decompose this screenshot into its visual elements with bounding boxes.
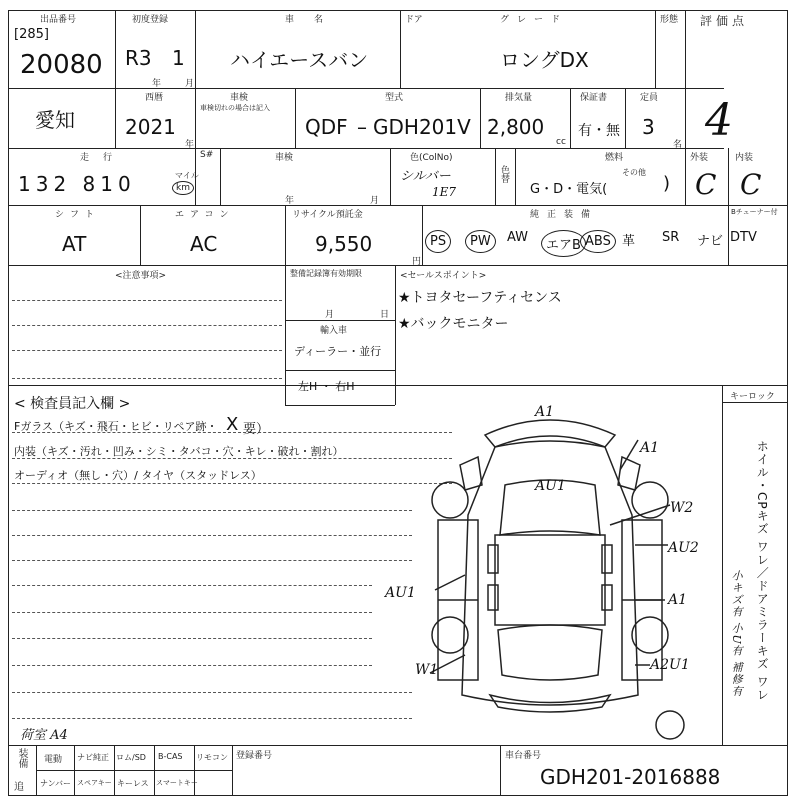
year-unit3: 年: [285, 196, 295, 206]
reg-label: 登録番号: [236, 751, 273, 761]
rule: [728, 148, 729, 205]
notes-line: [12, 325, 282, 326]
notes-line: [12, 378, 282, 379]
equipment-item: AW: [507, 230, 529, 245]
inspector-glass: Fガラス（キズ・飛石・ヒビ・リペア跡・: [14, 420, 218, 433]
rule: [232, 745, 233, 796]
lot-sub: [285]: [14, 27, 49, 42]
rule: [515, 148, 516, 205]
footer-item: ナンバー: [40, 779, 72, 788]
footer-item: スペアキー: [77, 779, 112, 787]
year-unit2: 年: [185, 140, 195, 150]
rule: [722, 402, 788, 403]
damage-label: AU1: [535, 478, 566, 494]
lot-label: 出品番号: [40, 15, 77, 25]
rule: [685, 10, 686, 205]
rule: [74, 745, 75, 796]
bottom-note: 荷室 A4: [20, 728, 68, 743]
inspector-glass-mark: X: [226, 414, 239, 435]
rule: [8, 265, 788, 266]
year: 2021: [125, 115, 176, 139]
damage-label: A1: [535, 404, 555, 420]
ac: AC: [190, 232, 218, 256]
sales-point-2: ★バックモニター: [398, 316, 509, 332]
mileage: 132 810: [18, 172, 136, 196]
rule: [422, 205, 423, 265]
inspector-line: [12, 638, 372, 639]
color-code: 1E7: [432, 185, 457, 199]
tuner-label: Bチューナー付: [731, 208, 778, 216]
month-unit: 月: [185, 79, 195, 89]
rule: [154, 745, 155, 796]
rule: [500, 745, 501, 796]
s-label: S#: [200, 150, 214, 160]
inspector-audio: オーディオ（無し・穴）/ タイヤ（スタッドレス）: [14, 469, 262, 482]
year-label: 西暦: [145, 93, 164, 103]
first-reg-month: 1: [172, 46, 185, 70]
fuel-other: その他: [622, 168, 646, 177]
rule: [390, 148, 391, 205]
rule: [114, 745, 115, 796]
yen-unit: 円: [412, 257, 422, 267]
month-unit3: 月: [370, 196, 380, 206]
inspector-glass-need: 要）: [243, 422, 270, 437]
model: GDH201V: [373, 115, 471, 139]
shift-label: シフト: [55, 210, 101, 220]
footer-item: ナビ純正: [77, 753, 109, 762]
ac-label: エアコン: [175, 210, 235, 220]
lot-number: 20080: [20, 50, 103, 80]
inspector-line: [12, 692, 412, 693]
color-change-label: 色替: [499, 165, 509, 183]
damage-label: AU1: [385, 585, 416, 601]
car-name-label: 車名: [285, 15, 344, 25]
first-reg-era: R3: [125, 46, 152, 70]
capacity-unit: 名: [673, 140, 683, 150]
model-sep: –: [357, 115, 367, 139]
first-reg-label: 初度登録: [132, 15, 169, 25]
footer-item: スマートキー: [156, 779, 198, 787]
rule: [285, 205, 286, 265]
footer-side-label2: 追: [14, 782, 24, 793]
record-month: 月: [325, 310, 335, 320]
recycle-label: リサイクル預託金: [292, 210, 363, 220]
rule: [194, 745, 195, 796]
model-label: 型式: [385, 93, 404, 103]
fuel-label: 燃料: [605, 153, 624, 163]
rule: [295, 88, 296, 148]
rule: [220, 148, 221, 205]
footer-item: リモコン: [196, 753, 228, 762]
model-prefix: QDF: [305, 115, 348, 139]
score-label: 評価点: [700, 14, 749, 28]
steering: 左H ・ 右H: [298, 380, 355, 393]
year-unit: 年: [152, 79, 162, 89]
displacement: 2,800: [487, 115, 545, 139]
mileage-unit: km: [172, 181, 194, 195]
record-day: 日: [380, 310, 390, 320]
color-label: 色(ColNo): [410, 153, 453, 163]
equipment-item: ナビ: [697, 234, 724, 249]
warranty: 有・無: [578, 123, 620, 139]
sales-point-1: ★トヨタセーフティセンス: [398, 290, 562, 306]
grade: ロングDX: [500, 48, 589, 72]
inspector-title: < 検査員記入欄 >: [14, 396, 131, 412]
equipment-item: PW: [465, 230, 496, 253]
rule: [400, 10, 401, 88]
sales-label: <セールスポイント>: [400, 271, 487, 281]
keylock-label: キーロック: [730, 392, 775, 402]
notes-line: [12, 300, 282, 301]
side-notes: ホイル・CPキズ ワレ／ドアミラーキズ ワレ: [755, 440, 770, 702]
damage-label: W1: [415, 662, 439, 678]
rule: [8, 205, 788, 206]
damage-label: A1: [640, 440, 660, 456]
equip-label: 純正装備: [530, 210, 599, 220]
import-label: 輸入車: [320, 326, 348, 336]
rule: [195, 88, 196, 148]
mileage-label: 走行: [80, 153, 127, 163]
warranty-label: 保証書: [580, 93, 608, 103]
mileage-unit-alt: マイル: [175, 171, 199, 180]
inspector-line: [12, 560, 412, 561]
inspector-line: [12, 718, 412, 719]
inspection-label: 車検: [230, 93, 249, 103]
exterior-label: 外装: [690, 153, 709, 163]
rule: [36, 770, 232, 771]
footer-side-label: 装備: [16, 748, 27, 768]
capacity: 3: [642, 115, 655, 139]
equipment-item: エアB: [541, 230, 586, 257]
recycle: 9,550: [315, 232, 373, 256]
exterior-value: C: [695, 168, 717, 201]
region: 愛知: [35, 108, 75, 132]
equipment-item: SR: [662, 230, 680, 245]
vin: GDH201-2016888: [540, 765, 721, 789]
side-notes-2: 小キズ有 小U有 補修有: [730, 570, 744, 698]
rule: [8, 385, 788, 386]
rule: [115, 88, 116, 148]
car-damage-diagram: [370, 395, 730, 740]
grade-label: グレード: [500, 15, 569, 25]
rule: [195, 10, 196, 88]
record-label: 整備記録簿有効期限: [290, 269, 362, 278]
footer-item: 電動: [44, 755, 63, 765]
fuel-close: ): [663, 173, 671, 194]
interior-value: C: [740, 168, 762, 201]
capacity-label: 定員: [640, 93, 659, 103]
car-name: ハイエースバン: [230, 48, 369, 72]
equipment-row: [425, 228, 765, 258]
notes-line: [12, 350, 282, 351]
color-hand: シルバー: [400, 169, 451, 184]
damage-label: A2U1: [650, 657, 690, 673]
inspection-sub: 車検切れの場合は記入: [200, 104, 270, 112]
rule: [625, 88, 626, 148]
notes-label: <注意事項>: [115, 271, 167, 281]
dealer: ディーラー・並行: [294, 345, 382, 358]
rule: [395, 265, 396, 405]
equipment-item: ABS: [580, 230, 616, 253]
fuel-options: G・D・電気(: [530, 182, 608, 197]
inspection-label2: 車検: [275, 153, 294, 163]
rule: [285, 370, 395, 371]
inspector-line: [12, 535, 412, 536]
rule: [495, 148, 496, 205]
rule: [655, 10, 656, 88]
damage-label: W2: [670, 500, 694, 516]
rule: [285, 320, 395, 321]
footer-item: B-CAS: [158, 752, 183, 761]
rule: [115, 10, 116, 88]
shift: AT: [62, 232, 87, 256]
rule: [140, 205, 141, 265]
inspector-line: [12, 612, 372, 613]
equipment-item: 革: [622, 234, 636, 249]
equipment-item: PS: [425, 230, 451, 253]
footer-item: キーレス: [117, 779, 149, 788]
rule: [570, 88, 571, 148]
rule: [480, 88, 481, 148]
score-value: 4: [705, 95, 733, 146]
rule: [8, 148, 724, 149]
inspector-interior: 内装（キズ・汚れ・凹み・シミ・タバコ・穴・キレ・破れ・割れ）: [14, 445, 344, 458]
damage-label: AU2: [668, 540, 699, 556]
vin-label: 車台番号: [505, 751, 542, 761]
footer-item: ロム/SD: [116, 753, 146, 762]
inspector-line: [12, 510, 412, 511]
format-label: 形態: [660, 15, 679, 25]
cc-unit: cc: [556, 137, 566, 147]
equipment-item: DTV: [730, 230, 757, 245]
rule: [8, 745, 788, 746]
displacement-label: 排気量: [505, 93, 533, 103]
interior-label: 内装: [735, 153, 754, 163]
door-label: ドア: [405, 15, 423, 25]
damage-label: A1: [668, 592, 688, 608]
inspector-line: [12, 585, 372, 586]
rule: [285, 265, 286, 405]
inspector-line: [12, 665, 372, 666]
